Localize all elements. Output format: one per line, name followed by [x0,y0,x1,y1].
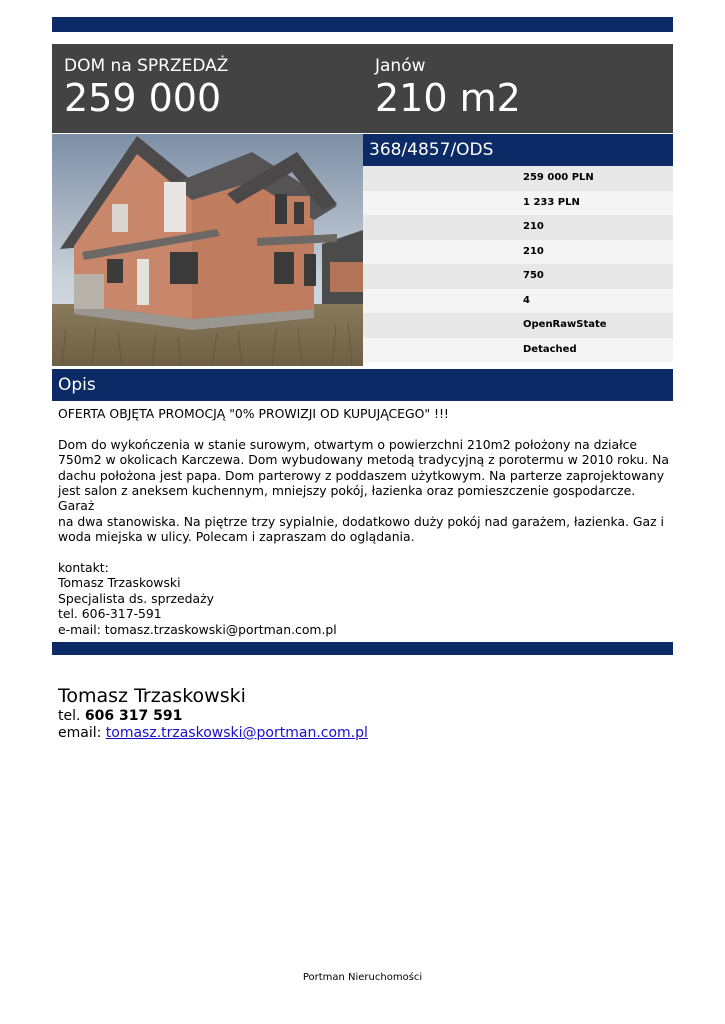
contact-line: tel. 606-317-591 [58,606,162,622]
contact-line: kontakt: [58,560,109,576]
agent-card [58,684,670,742]
contact-line: Tomasz Trzaskowski [58,575,181,591]
description-header [52,369,673,401]
agent-email-line [58,725,670,742]
description-line: woda miejska w ulicy. Polecam i zapraszam do oglądania. [58,529,415,545]
detail-row-state: OpenRawState [363,313,673,338]
agent-email-label: email: [58,725,102,741]
section-divider-bar [52,642,673,655]
spacer [58,545,670,560]
listing-ref: 368/4857/ODS [363,134,673,166]
detail-row-price: 259 000 PLN [363,166,673,191]
agent-phone-line [58,708,670,725]
price: 259 000 [64,76,222,120]
footer-company: Portman Nieruchomości [302,972,423,983]
description-line: dachu położona jest papa. Dom parterowy z poddaszem użytkowym. Na parterze zaprojektowany [58,467,665,483]
detail-row-plot-area: 750 [363,264,673,289]
top-accent-bar [52,17,673,32]
detail-row-price-per-m2: 1 233 PLN [363,191,673,216]
description-line: 750m2 w okolicach Karczewa. Dom wybudowany metodą tradycyjną z porotermu w 2010 roku. Na [58,452,669,468]
agent-name: Tomasz Trzaskowski [58,685,246,707]
agent-phone: 606 317 591 [84,708,183,724]
header-left [64,56,228,120]
detail-row-building-type: Detached [363,338,673,363]
contact-line: e-mail: tomasz.trzaskowski@portman.com.pl [58,621,337,637]
promo-line: OFERTA OBJĘTA PROMOCJĄ "0% PROWIZJI OD KUPUJĄCEGO" !!! [58,406,449,421]
detail-row-rooms: 4 [363,289,673,314]
location: Janów [375,56,426,76]
listing-header [52,44,673,133]
description-title: Opis [58,375,96,395]
agent-phone-label: tel. [58,708,81,724]
spacer [58,421,670,436]
description-text [58,406,670,637]
area: 210 m2 [375,76,521,120]
description-line: jest salon z aneksem kuchennym, mniejszy pokój, łazienka oraz pomieszczenie gospodarcze. Garaż [58,483,636,514]
detail-row-usable-area: 210 [363,240,673,265]
description-line: na dwa stanowiska. Na piętrze trzy sypialnie, dodatkowo duży pokój nad garażem, łazienka. Gaz i [58,513,664,529]
property-type: DOM na SPRZEDAŻ [64,56,229,76]
contact-line: Specjalista ds. sprzedaży [58,590,214,606]
agent-email-link[interactable]: tomasz.trzaskowski@portman.com.pl [105,725,368,741]
details-panel [363,134,673,362]
detail-row-area: 210 [363,215,673,240]
header-right [375,56,521,120]
property-photo [52,134,363,366]
description-line: Dom do wykończenia w stanie surowym, otwartym o powierzchni 210m2 położony na działce [58,436,638,452]
